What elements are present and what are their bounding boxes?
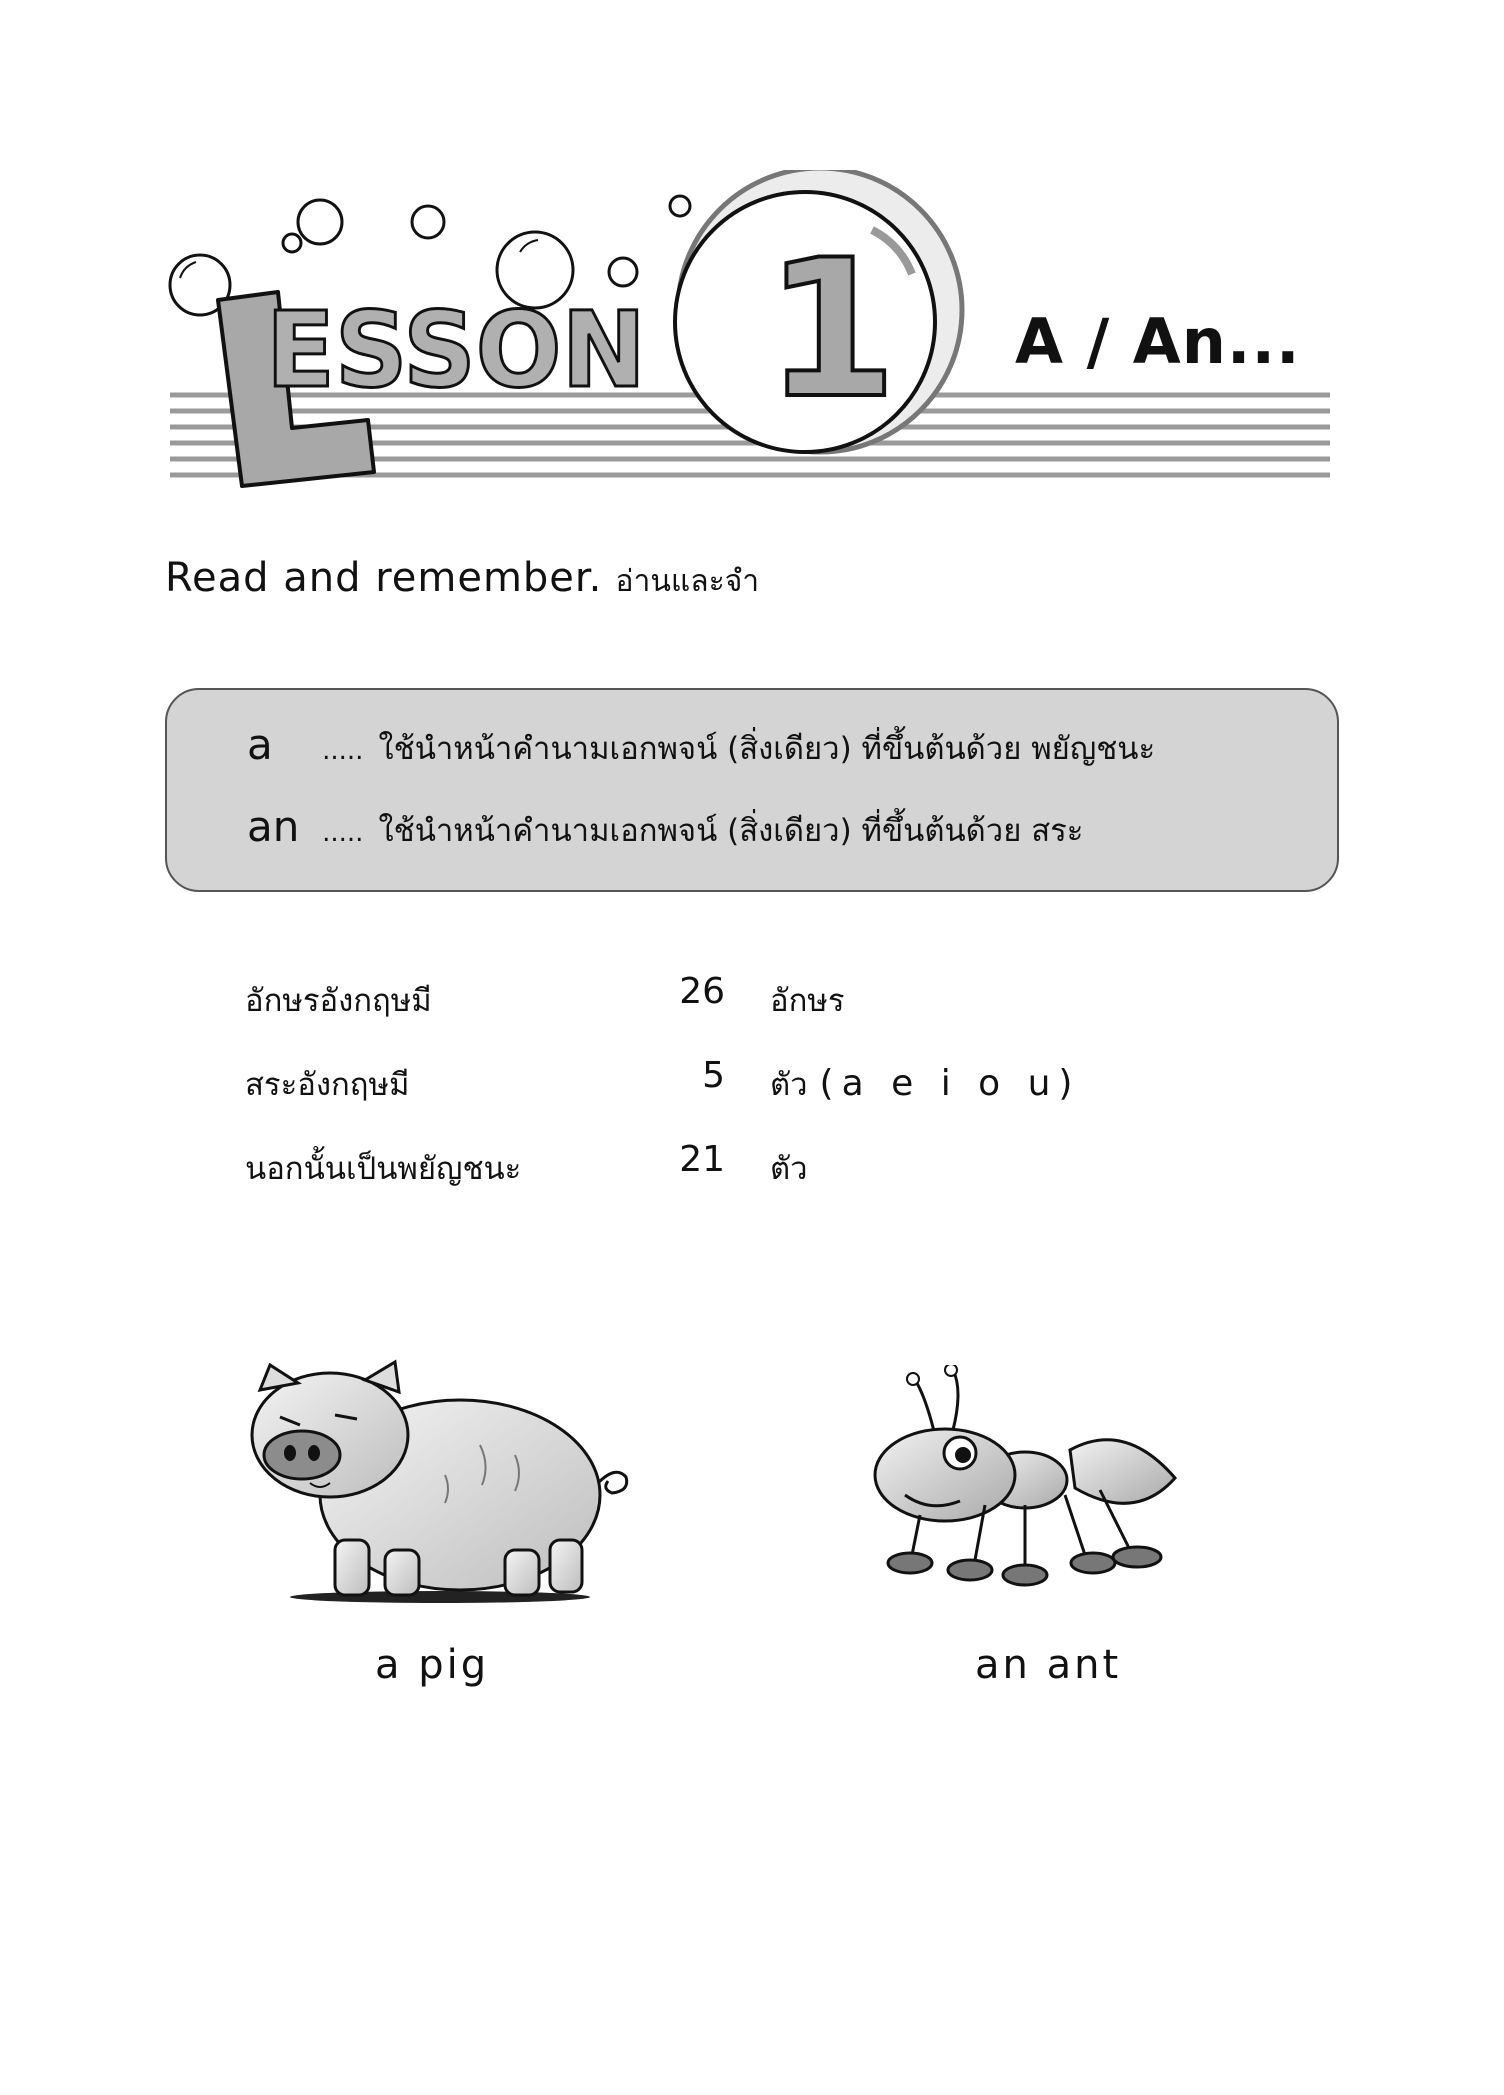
fact-row: [245, 1055, 1145, 1143]
fact-number: 26: [679, 971, 725, 1012]
leader-dots: .....: [322, 736, 364, 766]
caption-ant: an ant: [975, 1642, 1122, 1688]
svg-text:1: 1: [765, 219, 898, 440]
instruction: [165, 555, 759, 605]
fact-label: อักษรอังกฤษมี: [245, 983, 432, 1019]
vowel-list: (a e i o u): [819, 1063, 1081, 1104]
instruction-english: Read and remember.: [165, 555, 603, 601]
alphabet-facts: [245, 971, 1145, 1227]
pig-illustration: [240, 1355, 630, 1605]
lesson-word: ESSON: [266, 289, 646, 411]
rule-row-a: [247, 720, 1155, 773]
lesson-title: A / An...: [1015, 305, 1301, 378]
fact-row: [245, 971, 1145, 1059]
fact-number: 21: [679, 1139, 725, 1180]
fact-unit: ตัว (a e i o u): [770, 1063, 1081, 1104]
ant-illustration: [865, 1365, 1185, 1605]
instruction-thai: อ่านและจำ: [615, 564, 760, 599]
rule-text: ใช้นำหน้าคำนามเอกพจน์ (สิ่งเดียว) ที่ขึ้นต้นด้วย พยัญชนะ: [378, 731, 1156, 767]
lesson-number-badge: [675, 170, 962, 452]
leader-dots: .....: [322, 818, 364, 848]
fact-label: สระอังกฤษมี: [245, 1067, 410, 1103]
fact-number: 5: [702, 1055, 725, 1096]
article-label: a: [247, 720, 273, 769]
fact-row: [245, 1139, 1145, 1227]
article-label: an: [247, 802, 300, 851]
fact-unit: ตัว: [770, 1151, 808, 1187]
rule-row-an: [247, 802, 1083, 855]
rule-text: ใช้นำหน้าคำนามเอกพจน์ (สิ่งเดียว) ที่ขึ้นต้นด้วย สระ: [378, 813, 1084, 849]
article-rule-box: [165, 688, 1339, 892]
fact-label: นอกนั้นเป็นพยัญชนะ: [245, 1151, 522, 1187]
fact-unit: อักษร: [770, 983, 845, 1019]
caption-pig: a pig: [375, 1642, 490, 1688]
